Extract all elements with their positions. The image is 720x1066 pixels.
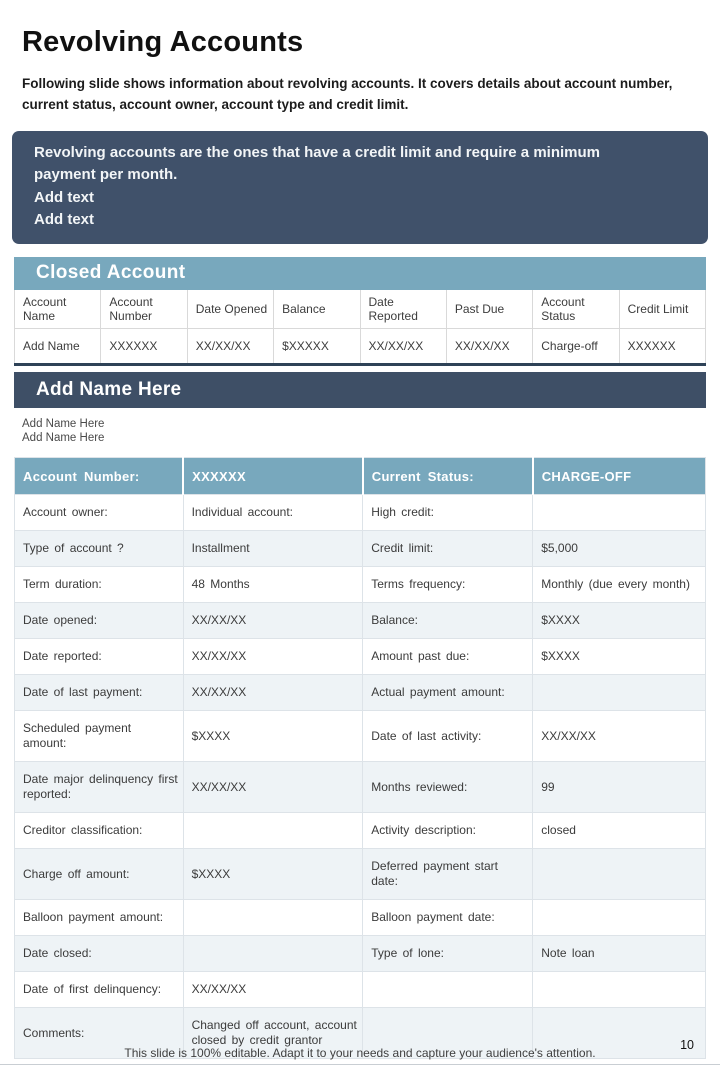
closed-cell: XXXXXX	[101, 329, 187, 365]
closed-cell: XX/XX/XX	[187, 329, 273, 365]
detail-table-row	[15, 603, 706, 639]
detail-cell: Date opened:	[15, 603, 184, 639]
detail-cell: Scheduled payment amount:	[15, 711, 184, 762]
detail-header-cell: Current Status:	[363, 458, 533, 495]
detail-header-cell: XXXXXX	[183, 458, 363, 495]
detail-cell	[183, 900, 363, 936]
detail-cell: Credit limit:	[363, 531, 533, 567]
detail-table-row	[15, 495, 706, 531]
detail-cell: Date closed:	[15, 936, 184, 972]
detail-table-row	[15, 900, 706, 936]
detail-cell: Months reviewed:	[363, 762, 533, 813]
detail-table-row	[15, 711, 706, 762]
detail-cell	[533, 900, 706, 936]
account-detail-table	[14, 457, 706, 1059]
detail-cell: Deferred payment start date:	[363, 849, 533, 900]
detail-cell	[533, 675, 706, 711]
detail-cell: Balloon payment date:	[363, 900, 533, 936]
detail-cell: Date of last activity:	[363, 711, 533, 762]
detail-cell: High credit:	[363, 495, 533, 531]
detail-table-row	[15, 639, 706, 675]
name-placeholder-line-1: Add Name Here	[22, 418, 105, 431]
detail-table-row	[15, 936, 706, 972]
closed-column-header: Account Number	[101, 290, 187, 329]
detail-cell: Actual payment amount:	[363, 675, 533, 711]
detail-cell: Amount past due:	[363, 639, 533, 675]
closed-column-header: Account Name	[15, 290, 101, 329]
bottom-divider	[0, 1064, 720, 1065]
detail-header-cell: CHARGE-OFF	[533, 458, 706, 495]
detail-cell: Terms frequency:	[363, 567, 533, 603]
detail-cell	[533, 495, 706, 531]
detail-cell: Date of last payment:	[15, 675, 184, 711]
account-detail-table-body	[15, 495, 706, 1059]
detail-cell: Account owner:	[15, 495, 184, 531]
closed-column-header: Credit Limit	[619, 290, 705, 329]
detail-cell: Date major delinquency first reported:	[15, 762, 184, 813]
detail-cell: Type of account ?	[15, 531, 184, 567]
detail-cell: $XXXX	[533, 603, 706, 639]
page-number: 10	[680, 1038, 694, 1052]
add-name-section-header	[14, 372, 706, 408]
detail-cell: $XXXX	[183, 711, 363, 762]
detail-cell: XX/XX/XX	[183, 603, 363, 639]
closed-column-header: Account Status	[533, 290, 619, 329]
account-detail-header-row	[15, 458, 706, 495]
closed-cell: XX/XX/XX	[446, 329, 532, 365]
closed-account-table-head	[15, 290, 706, 329]
detail-cell: $XXXX	[533, 639, 706, 675]
detail-cell	[363, 972, 533, 1008]
closed-cell: Add Name	[15, 329, 101, 365]
detail-cell: Activity description:	[363, 813, 533, 849]
detail-cell: Date reported:	[15, 639, 184, 675]
account-detail-table-head	[15, 458, 706, 495]
detail-cell: Individual account:	[183, 495, 363, 531]
callout-text: Revolving accounts are the ones that have a credit limit and require a minimum payment per month.	[34, 143, 600, 184]
detail-cell: Date of first delinquency:	[15, 972, 184, 1008]
detail-header-cell: Account Number:	[15, 458, 184, 495]
detail-cell: Creditor classification:	[15, 813, 184, 849]
detail-cell: XX/XX/XX	[183, 639, 363, 675]
detail-cell: $XXXX	[183, 849, 363, 900]
detail-table-row	[15, 972, 706, 1008]
detail-cell: XX/XX/XX	[183, 762, 363, 813]
closed-account-header-row	[15, 290, 706, 329]
closed-account-table	[14, 290, 706, 367]
callout-box	[12, 131, 708, 244]
detail-cell: Balloon payment amount:	[15, 900, 184, 936]
detail-cell: Changed off account, account closed by credit grantor	[183, 1008, 363, 1059]
closed-column-header: Balance	[274, 290, 360, 329]
detail-cell: Monthly (due every month)	[533, 567, 706, 603]
closed-account-section-title: Closed Account	[36, 262, 186, 284]
detail-cell: Installment	[183, 531, 363, 567]
detail-cell: Type of lone:	[363, 936, 533, 972]
closed-account-data-row	[15, 329, 706, 365]
detail-cell: XX/XX/XX	[183, 675, 363, 711]
detail-cell: Balance:	[363, 603, 533, 639]
closed-cell: Charge-off	[533, 329, 619, 365]
closed-cell: $XXXXX	[274, 329, 360, 365]
detail-cell: Comments:	[15, 1008, 184, 1059]
closed-cell: XXXXXX	[627, 339, 676, 354]
add-name-section-title: Add Name Here	[36, 379, 182, 401]
detail-cell: XX/XX/XX	[533, 711, 706, 762]
footer-note: This slide is 100% editable. Adapt it to your needs and capture your audience's attention.	[124, 1046, 596, 1060]
detail-table-row	[15, 849, 706, 900]
detail-cell: $5,000	[533, 531, 706, 567]
detail-cell: 48 Months	[183, 567, 363, 603]
detail-cell	[533, 849, 706, 900]
detail-cell	[183, 936, 363, 972]
name-placeholder-lines	[22, 417, 720, 445]
closed-column-header: Date Opened	[187, 290, 273, 329]
detail-cell: Charge off amount:	[15, 849, 184, 900]
page-title: Revolving Accounts	[22, 26, 304, 58]
detail-cell: Term duration:	[15, 567, 184, 603]
slide-page	[0, 26, 720, 1066]
detail-cell	[533, 972, 706, 1008]
closed-cell: XX/XX/XX	[360, 329, 446, 365]
detail-table-row	[15, 762, 706, 813]
detail-table-row	[15, 813, 706, 849]
callout-add-text-1: Add text	[34, 188, 94, 206]
callout-add-text-2: Add text	[34, 211, 94, 229]
closed-column-header: Date Reported	[360, 290, 446, 329]
detail-table-row	[15, 567, 706, 603]
detail-table-row	[15, 531, 706, 567]
name-placeholder-line-2: Add Name Here	[22, 432, 105, 445]
page-subtitle: Following slide shows information about revolving accounts. It covers details about account number, current status, account owner, account type and credit limit.	[22, 76, 673, 112]
detail-cell: XX/XX/XX	[183, 972, 363, 1008]
closed-account-section-header	[14, 257, 706, 290]
detail-cell	[183, 813, 363, 849]
closed-column-header: Past Due	[446, 290, 532, 329]
detail-cell: Note loan	[533, 936, 706, 972]
closed-account-table-body	[15, 329, 706, 365]
detail-cell: 99	[533, 762, 706, 813]
detail-cell: closed	[533, 813, 706, 849]
detail-table-row	[15, 675, 706, 711]
